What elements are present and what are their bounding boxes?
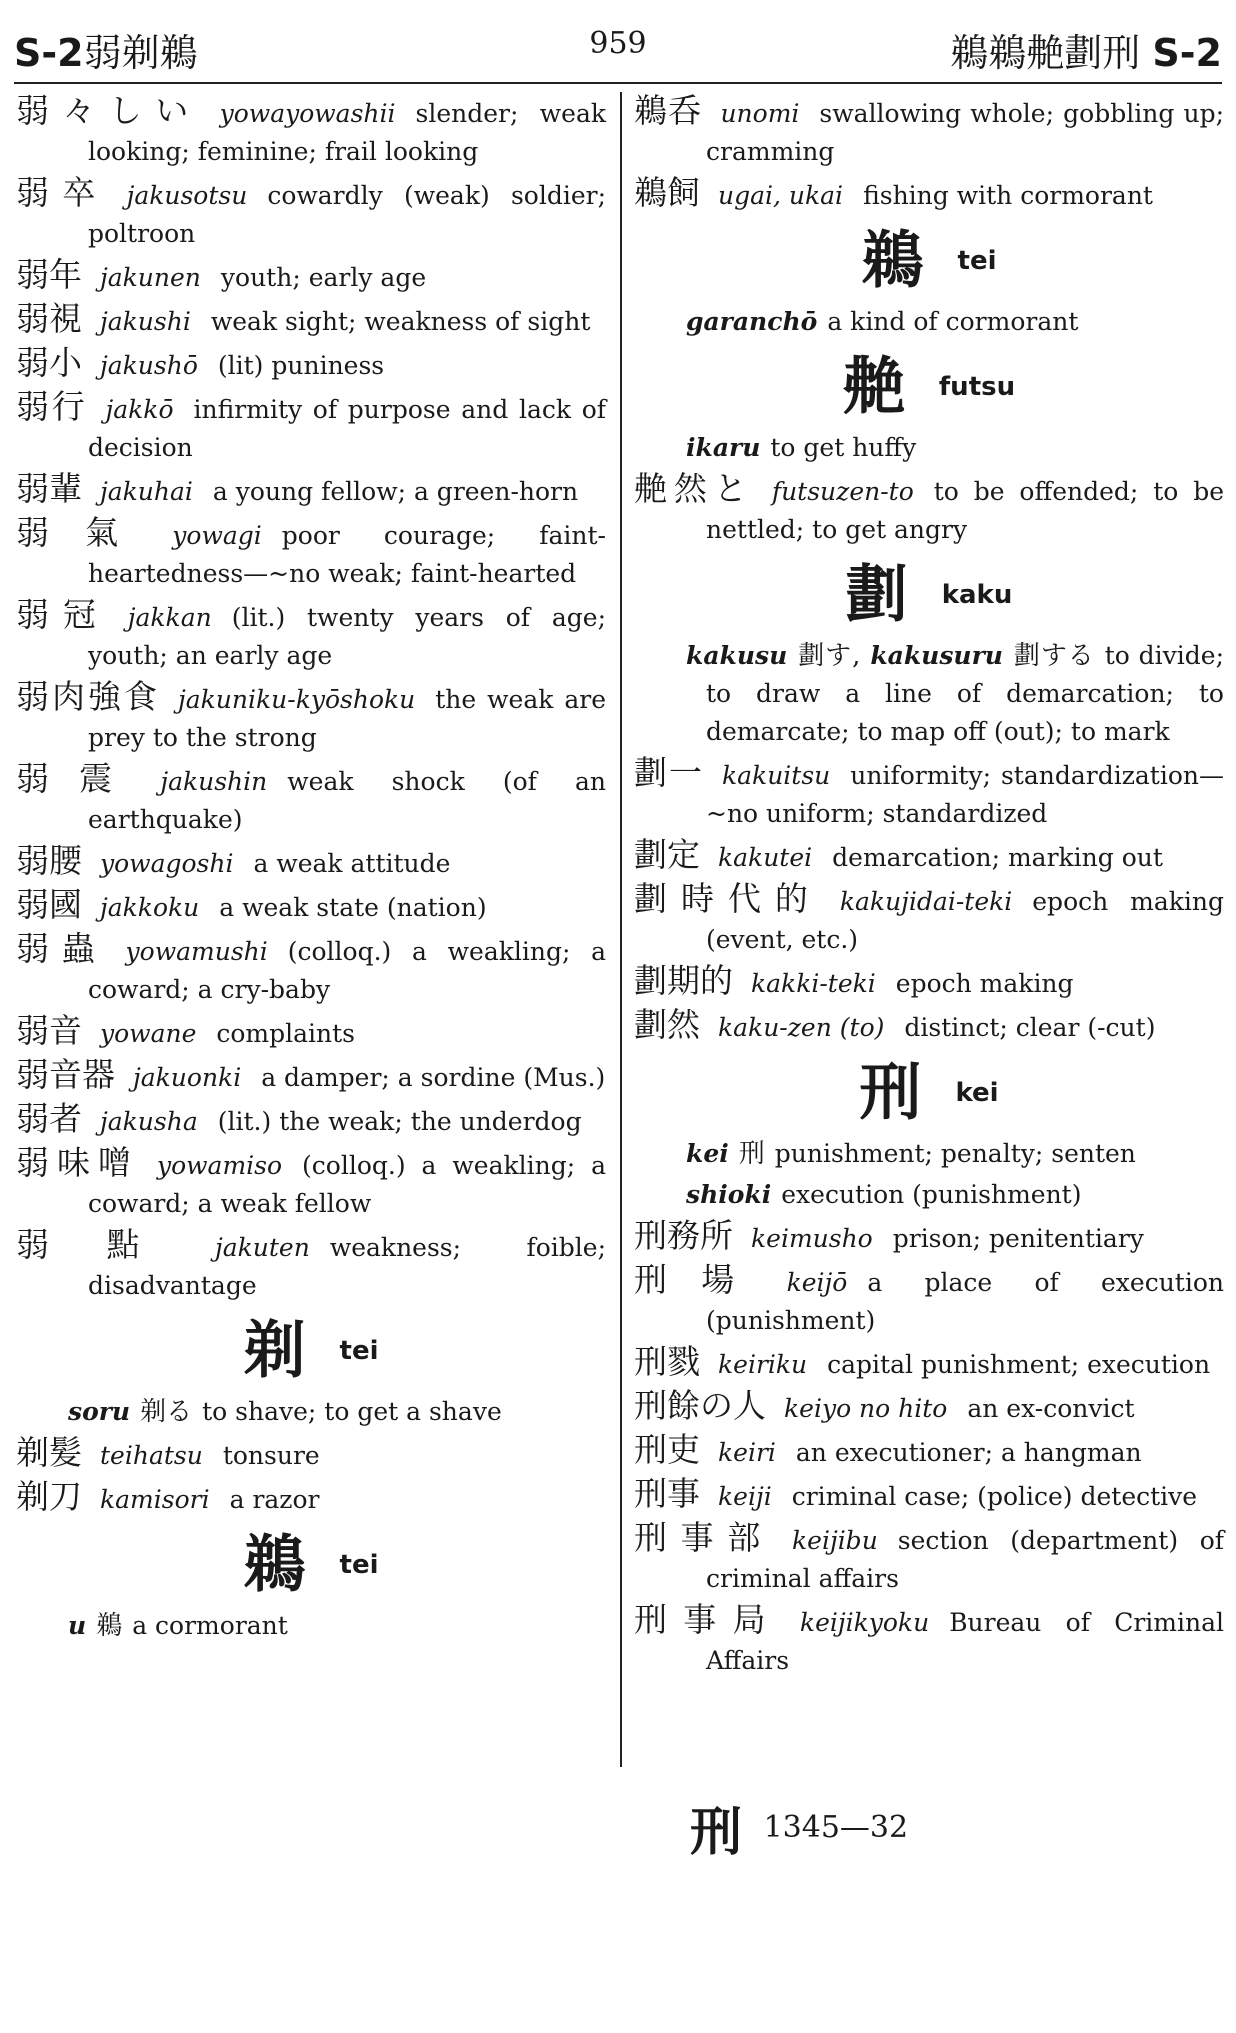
entry-definition: Bureau of Criminal Affairs [706,1608,1224,1675]
heading-kanji: 艴 [842,349,905,423]
entry-definition: section (department) of criminal affairs [706,1526,1224,1593]
subentry [16,1393,606,1431]
reference-kanji: 刑 [690,1802,743,1863]
entry-definition: prison; penitentiary [892,1224,1144,1253]
entry-headword: 弱年 [16,255,82,294]
entry-headword: 劃期的 [634,961,733,1000]
entry-romaji: jakkan [127,603,212,632]
subentry [634,303,1224,341]
entry-definition: distinct; clear (-cut) [904,1013,1156,1042]
entry-romaji: jakkoku [100,893,200,922]
subentry-kana: 剃る [140,1397,193,1427]
right-column [634,92,1224,1683]
reference-number: 1345—32 [763,1810,909,1845]
left-column [16,92,606,1648]
entry-romaji: keijibu [792,1526,878,1555]
subentry-romaji-alt: kakusuru [870,641,1003,670]
entry-definition: capital punishment; execution [827,1350,1211,1379]
dictionary-entry [634,1475,1224,1516]
entry-romaji: keijō [786,1268,848,1297]
entry-romaji: yowane [100,1019,197,1048]
entry-headword: 弱氣 [16,513,155,552]
dictionary-entry [16,930,606,1009]
kanji-heading [16,1311,606,1389]
entry-headword: 弱輩 [16,469,82,508]
entry-definition: weakness; foible; disadvantage [88,1233,606,1300]
subentry-definition: execution (punishment) [781,1180,1082,1209]
entry-definition: epoch making (event, etc.) [706,887,1224,954]
entry-headword: 刑吏 [634,1430,700,1469]
entry-headword: 弱音器 [16,1055,115,1094]
dictionary-entry [634,92,1224,171]
subentry-definition: punishment; penalty; senten [774,1139,1136,1168]
subentry-romaji: soru [68,1397,131,1426]
dictionary-entry [634,1601,1224,1680]
entry-headword: 弱者 [16,1099,82,1138]
entry-definition: a weak attitude [253,849,451,878]
dictionary-entry [16,842,606,883]
entry-romaji: jakuten [214,1233,310,1262]
entry-definition: poor courage; faint-heartedness—~no weak; faint-hearted [88,521,606,588]
entry-romaji: keiriku [718,1350,808,1379]
column-divider [620,92,622,1767]
kanji-heading [16,1525,606,1603]
dictionary-entry [16,1226,606,1305]
page-header [14,22,1222,82]
entry-romaji: keijikyoku [799,1608,930,1637]
dictionary-entry [16,1100,606,1141]
entry-romaji: yowayowashii [219,99,396,128]
entry-definition: complaints [216,1019,356,1048]
heading-kanji: 鵜 [861,223,924,297]
heading-reading: kaku [941,579,1013,610]
subentry-romaji: ikaru [686,433,761,462]
subentry [634,1135,1224,1173]
entry-romaji: teihatsu [100,1441,203,1470]
entry-headword: 刑戮 [634,1342,700,1381]
entry-headword: 刑務所 [634,1216,733,1255]
entry-definition: (lit) puniness [217,351,385,380]
entry-definition: the weak are prey to the strong [88,685,606,752]
kanji-heading [634,347,1224,425]
entry-headword: 鵜呑 [634,91,703,130]
dictionary-entry [634,1519,1224,1598]
entry-definition: cowardly (weak) soldier; poltroon [88,181,607,248]
entry-definition: a young fellow; a green-horn [212,477,579,506]
entry-headword: 弱行 [16,387,88,426]
entry-definition: a place of execution (punishment) [706,1268,1224,1335]
entry-headword: 刑餘の人 [634,1386,766,1425]
entry-definition: swallowing whole; gobbling up; cramming [706,99,1225,166]
entry-headword: 鵜飼 [634,173,700,212]
heading-kanji: 剃 [243,1313,306,1387]
entry-romaji: kakuitsu [722,761,831,790]
entry-romaji: yowamiso [156,1151,283,1180]
heading-reading: futsu [938,371,1016,402]
subentry [634,637,1224,751]
entry-romaji: jakushi [100,307,191,336]
dictionary-entry [634,470,1224,549]
entry-headword: 弱視 [16,299,82,338]
entry-headword: 弱卒 [16,173,109,212]
subentry-definition: to get huffy [770,433,917,462]
heading-kanji: 劃 [845,557,908,631]
subentry-romaji: kei [686,1139,729,1168]
entry-romaji: jakuonki [133,1063,242,1092]
entry-romaji: keiji [718,1482,772,1511]
entry-headword: 刑事局 [634,1600,782,1639]
dictionary-entry [16,388,606,467]
dictionary-entry [634,962,1224,1003]
dictionary-entry [16,1144,606,1223]
section-code-right: S-2 [1152,31,1222,75]
entry-definition: weak shock (of an earthquake) [88,767,606,834]
entry-headword: 剃髪 [16,1433,82,1472]
subentry-romaji: kakusu [686,641,788,670]
entry-headword: 劃定 [634,835,700,874]
entry-romaji: jakuniku-kyōshoku [178,685,416,714]
subentry [16,1607,606,1645]
dictionary-entry [16,596,606,675]
heading-reading: tei [339,1335,379,1366]
dictionary-entry [16,470,606,511]
entry-definition: criminal case; (police) detective [791,1482,1198,1511]
entry-headword: 弱小 [16,343,82,382]
dictionary-entry [16,300,606,341]
dictionary-entry [16,174,606,253]
subentry-romaji: shioki [686,1180,772,1209]
subentry-definition: a cormorant [132,1611,288,1640]
entry-definition: slender; weak looking; feminine; frail looking [88,99,607,166]
heading-reading: kei [955,1077,999,1108]
subentry-definition: to divide; to draw a line of demarcation; to demarcate; to map off (out); to mark [706,641,1224,746]
entry-romaji: kamisori [100,1485,210,1514]
entry-headword: 刑場 [634,1260,769,1299]
entry-romaji: jakusha [100,1107,198,1136]
header-left-kanji: 弱剃鵜 [83,31,198,75]
dictionary-entry [16,1434,606,1475]
dictionary-entry [16,514,606,593]
section-code-left: S-2 [14,31,84,75]
entry-romaji: keiyo no hito [784,1394,948,1423]
dictionary-entry [16,678,606,757]
header-right [950,22,1222,77]
dictionary-entry [16,1478,606,1519]
entry-romaji: jakusotsu [126,181,248,210]
entry-headword: 劃一 [634,753,704,792]
entry-romaji: keiri [718,1438,776,1467]
kanji-heading [634,1053,1224,1131]
entry-romaji: yowamushi [125,937,268,966]
subentry-romaji: u [68,1611,87,1640]
header-rule [14,82,1222,84]
heading-kanji: 鵜 [243,1527,306,1601]
entry-headword: 弱肉強食 [16,677,160,716]
entry-definition: epoch making [895,969,1074,998]
dictionary-entry [16,886,606,927]
entry-definition: (lit.) the weak; the underdog [217,1107,582,1136]
dictionary-entry [634,174,1224,215]
dictionary-entry [16,1012,606,1053]
entry-definition: an executioner; a hangman [795,1438,1142,1467]
dictionary-entry [16,92,606,171]
dictionary-entry [634,1343,1224,1384]
entry-definition: (colloq.) a weakling; a coward; a weak fellow [88,1151,606,1218]
subentry-kana-alt: 劃する [1012,641,1095,671]
entry-definition: demarcation; marking out [832,843,1163,872]
entry-definition: uniformity; standardization—~no uniform; standardized [706,761,1224,828]
entry-romaji: kakki-teki [751,969,876,998]
dictionary-entry [634,1387,1224,1428]
entry-headword: 艴然と [634,469,754,508]
entry-romaji: jakushō [100,351,198,380]
dictionary-entry [16,344,606,385]
entry-definition: fishing with cormorant [863,181,1153,210]
subentry-definition: to shave; to get a shave [202,1397,502,1426]
entry-headword: 弱味噌 [16,1143,139,1182]
subentry [634,1176,1224,1214]
entry-definition: youth; early age [220,263,427,292]
entry-definition: weak sight; weakness of sight [210,307,591,336]
entry-romaji: jakushin [160,767,268,796]
dictionary-entry [16,760,606,839]
entry-romaji: kakutei [718,843,813,872]
entry-romaji: keimusho [751,1224,873,1253]
entry-romaji: ugai, ukai [718,181,844,210]
entry-romaji: futsuzen-to [771,477,914,506]
subentry-kana: 鵜 [96,1611,123,1641]
entry-romaji: jakkō [105,395,174,424]
entry-headword: 弱蟲 [16,929,108,968]
kanji-heading [634,555,1224,633]
header-right-kanji: 鵜鵜艴劃刑 [950,31,1141,75]
entry-headword: 劃然 [634,1005,700,1044]
entry-headword: 剃刀 [16,1477,82,1516]
dictionary-entry [634,836,1224,877]
subentry-kana: 刑 [738,1139,765,1169]
entry-romaji: unomi [720,99,800,128]
entry-headword: 刑事 [634,1474,700,1513]
entry-romaji: yowagoshi [100,849,234,878]
dictionary-entry [16,256,606,297]
subentry-romaji: garanchō [686,307,818,336]
dictionary-entry [634,1431,1224,1472]
entry-definition: to be offended; to be nettled; to get angry [706,477,1225,544]
entry-definition: a razor [229,1485,320,1514]
subentry-definition: a kind of cormorant [827,307,1079,336]
kanji-heading [634,221,1224,299]
entry-headword: 弱腰 [16,841,82,880]
entry-headword: 弱點 [16,1225,197,1264]
entry-definition: (colloq.) a weakling; a coward; a cry-baby [88,937,607,1004]
entry-headword: 刑事部 [634,1518,774,1557]
entry-headword: 弱震 [16,759,143,798]
entry-definition: tonsure [222,1441,320,1470]
dictionary-entry [634,880,1224,959]
cross-reference [690,1790,908,1865]
entry-definition: an ex-convict [967,1394,1135,1423]
entry-romaji: kaku-zen (to) [718,1013,885,1042]
entry-romaji: jakunen [100,263,201,292]
entry-definition: (lit.) twenty years of age; youth; an early age [88,603,606,670]
dictionary-entry [634,1261,1224,1340]
heading-reading: tei [339,1549,379,1580]
entry-definition: infirmity of purpose and lack of decision [88,395,606,462]
entry-definition: a weak state (nation) [219,893,487,922]
entry-headword: 弱冠 [16,595,110,634]
entry-romaji: yowagi [172,521,262,550]
dictionary-entry [634,1217,1224,1258]
entry-headword: 弱國 [16,885,82,924]
entry-headword: 弱々しい [16,91,202,130]
heading-kanji: 刑 [859,1055,922,1129]
entry-romaji: jakuhai [100,477,193,506]
entry-definition: a damper; a sordine (Mus.) [261,1063,606,1092]
entry-romaji: kakujidai-teki [839,887,1013,916]
subentry-kana: 劃す, [797,641,861,671]
dictionary-entry [16,1056,606,1097]
page-number: 959 [589,26,647,61]
dictionary-entry [634,754,1224,833]
entry-headword: 劃時代的 [634,879,822,918]
subentry [634,429,1224,467]
dictionary-entry [634,1006,1224,1047]
heading-reading: tei [957,245,997,276]
entry-headword: 弱音 [16,1011,82,1050]
